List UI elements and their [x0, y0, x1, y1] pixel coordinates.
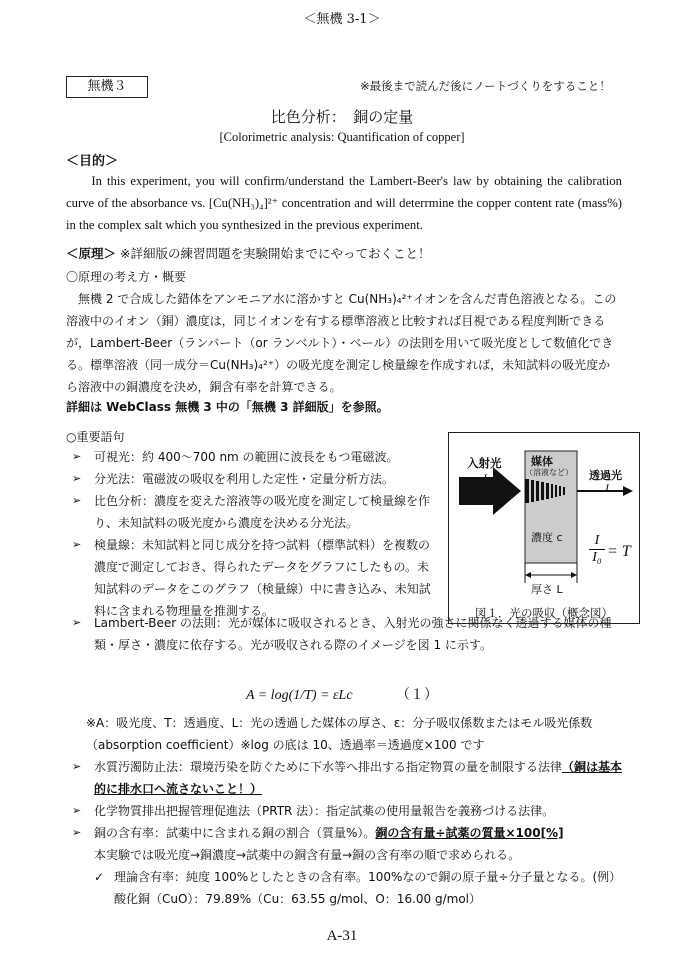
principle-detail: 詳細は WebClass 無機 3 中の「無機 3 詳細版」を参照。: [66, 400, 389, 414]
arrow-bullet-icon: ➢: [72, 450, 82, 463]
transmitted-arrowhead: [623, 486, 633, 496]
medium-label: 媒体: [531, 455, 553, 468]
arrow-bullet-icon: ➢: [72, 760, 82, 773]
arrow-bullet-icon: ➢: [72, 616, 82, 629]
transmitted-label: 透過光: [589, 469, 622, 482]
page-title: 比色分析： 銅の定量: [270, 108, 414, 126]
incident-symbol: I₀: [483, 471, 492, 485]
ratio-equals-t: = T: [607, 543, 631, 560]
page-number: A-31: [326, 928, 358, 944]
equation-1: [0, 684, 684, 704]
experiment-label: 無機３: [66, 76, 148, 98]
theory-item: ✓ 理論含有率：純度 100%としたときの含有率。100%なので銅の原子量÷分子量となる。(例）酸化銅（CuO）：79.89%（Cu：63.55 g/mol、O：16.00 g/mol）: [94, 866, 624, 910]
arrow-bullet-icon: ➢: [72, 472, 82, 485]
arrow-bullet-icon: ➢: [72, 538, 82, 551]
arrow-bullet-icon: ➢: [72, 804, 82, 817]
laws-list: [66, 756, 626, 844]
figure-caption: 図１．光の吸収（概念図）: [475, 606, 613, 620]
list-item: ➢ 可視光：約 400〜700 nm の範囲に波長をもつ電磁波。: [66, 446, 440, 468]
method-line: 本実験では吸光度→銅濃度→試薬中の銅含有量→銅の含有率の順で求められる。: [94, 848, 521, 862]
terms-heading: ○重要語句: [66, 430, 125, 444]
list-item: ➢ 比色分析：濃度を変えた溶液等の吸光度を測定して検量線を作り、未知試料の吸光度から濃度を決める分光法。: [66, 490, 440, 534]
figure-1: [448, 432, 640, 624]
principle-heading-row: [66, 244, 430, 262]
page-subtitle: [Colorimetric analysis: Quantification of copper]: [219, 130, 465, 144]
equation-number: （１）: [396, 688, 439, 703]
purpose-heading: ＜目的＞: [66, 154, 119, 169]
equation-text: A = log(1/T) = εLc: [245, 688, 353, 703]
medium-sub-label: （溶液など）: [525, 468, 573, 477]
list-item: ➢ 化学物質排出把握管理促進法（PRTR 法）：指定試薬の使用量報告を義務づける法律。: [66, 800, 626, 822]
arrow-bullet-icon: ➢: [72, 494, 82, 507]
principle-heading: ＜原理＞: [66, 246, 117, 261]
page-header: ＜無機 3-1＞: [303, 12, 381, 27]
check-icon: ✓: [94, 870, 105, 884]
list-item: ➢ 水質汚濁防止法：環境汚染を防ぐために下水等へ排出する指定物質の量を制限する法律（銅は基本的に排水口へ流さないこと！）: [66, 756, 626, 800]
list-item: ➢ 分光法：電磁波の吸収を利用した定性・定量分析方法。: [66, 468, 440, 490]
transmitted-symbol: I: [605, 481, 609, 495]
notice: ※最後まで読んだ後にノートづくりをすること！: [360, 79, 611, 93]
list-item: ➢ 検量線：未知試料と同じ成分を持つ試料（標準試料）を複数の濃度で測定しておき、得られたデータをグラフにしたもの。未知試料のデータをこのグラフ（検量線）中に書き込み、未知試料に含まれる物理量を推測する。: [66, 534, 440, 622]
principle-note: ※詳細版の練習問題を実験開始までにやっておくこと！: [120, 246, 431, 261]
arrow-bullet-icon: ➢: [72, 826, 82, 839]
purpose-text: In this experiment, you will confirm/understand the Lambert-Beer's law by obtaining the calibration curve of the absorbance vs. [Cu(NH₃)₄]²⁺ concentration and will deterrmine the copper content rate (mass%) in the complex salt which you synthesized in the previous experiment.: [66, 174, 622, 232]
equation-note: ※A：吸光度、T：透過度、L：光の透過した媒体の厚さ、ε：分子吸収係数またはモル吸光係数（absorption coefficient）※log の底は 10、透過率＝透過度×100 です: [86, 716, 593, 752]
concentration-label: 濃度 c: [531, 531, 563, 544]
ratio-denominator: I₀: [592, 550, 602, 565]
list-item: ➢ 銅の含有率：試薬中に含まれる銅の割合（質量%）。銅の含有量÷試薬の質量×100[%]: [66, 822, 626, 844]
principle-text: 無機 2 で合成した錯体をアンモニア水に溶かすと Cu(NH₃)₄²⁺イオンを含んだ青色溶液となる。この溶液中のイオン（銅）濃度は，同じイオンを有する標準溶液と比較すれば目視である程度判断できるが，Lambert-Beer（ランバート（or ランベルト）・ベール）の法則を用いて吸光度として数値化できる。標準溶液（同一成分＝Cu(NH₃)₄²⁺）の吸光度を測定し検量線を作成すれば，未知試料の吸光度から溶液中の銅濃度を決め，銅含有率を計算できる。: [66, 292, 617, 394]
terms-list: [66, 446, 440, 622]
ratio-fraction: [589, 533, 605, 566]
lambert-beer-item: ➢ Lambert-Beer の法則：光が媒体に吸収されるとき、入射光の強さに関係なく透過する媒体の種類・厚さ・濃度に依存する。光が吸収される際のイメージを図 1 に示す。: [66, 612, 622, 656]
principle-sub: 〇原理の考え方・概要: [66, 270, 187, 284]
ratio-numerator: I: [589, 533, 605, 550]
incident-label: 入射光: [467, 456, 502, 470]
thickness-label: 厚さ L: [531, 583, 563, 596]
